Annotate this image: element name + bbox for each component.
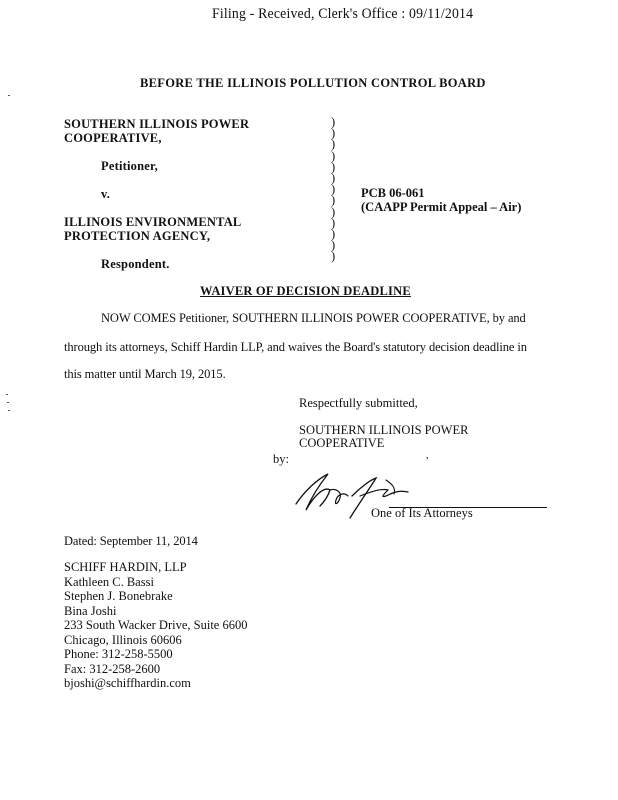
petitioner-role: Petitioner,	[101, 159, 158, 173]
dated-line: Dated: September 11, 2014	[64, 534, 198, 548]
case-type: (CAAPP Permit Appeal – Air)	[361, 200, 522, 214]
filing-stamp: Filing - Received, Clerk's Office : 09/11/2014	[212, 6, 474, 22]
paren: )	[331, 159, 336, 174]
counsel-block	[64, 560, 247, 691]
paren: )	[331, 171, 336, 186]
paren: )	[331, 148, 336, 163]
by-label: by:	[273, 452, 289, 466]
address-line-1: 233 South Wacker Drive, Suite 6600	[64, 618, 248, 632]
case-number-block	[361, 186, 521, 214]
fax: Fax: 312-258-2600	[64, 661, 161, 676]
paren: )	[331, 227, 336, 242]
paren: )	[331, 238, 336, 253]
firm-name: SCHIFF HARDIN, LLP	[64, 560, 187, 574]
respondent-name-line-2: PROTECTION AGENCY,	[64, 229, 211, 243]
paren: )	[331, 249, 336, 264]
paren: )	[331, 137, 336, 152]
attorney-name: Kathleen C. Bassi	[64, 574, 154, 589]
party-name-line-1: SOUTHERN ILLINOIS POWER	[299, 423, 469, 437]
board-title: BEFORE THE ILLINOIS POLLUTION CONTROL BOARD	[140, 76, 486, 90]
scan-speck	[7, 402, 9, 403]
paren: )	[331, 193, 336, 208]
closing: Respectfully submitted,	[299, 396, 418, 410]
respondent-role: Respondent.	[101, 257, 170, 271]
caption-divider	[331, 117, 341, 263]
scan-speck	[8, 95, 10, 96]
paren: )	[331, 204, 336, 219]
body-line-1: NOW COMES Petitioner, SOUTHERN ILLINOIS POWER COOPERATIVE, by and	[101, 311, 526, 325]
body-line-3: this matter until March 19, 2015.	[64, 367, 226, 381]
signer-caption: One of Its Attorneys	[371, 506, 473, 520]
attorney-name: Bina Joshi	[64, 603, 117, 618]
paren: )	[331, 126, 336, 141]
petitioner-name-line-1: SOUTHERN ILLINOIS POWER	[64, 117, 250, 131]
case-number: PCB 06-061	[361, 186, 425, 200]
versus-label: v.	[101, 187, 111, 201]
paren: )	[331, 115, 336, 129]
document-title: WAIVER OF DECISION DEADLINE	[200, 284, 411, 298]
petitioner-name-line-2: COOPERATIVE,	[64, 131, 162, 145]
email: bjoshi@schiffhardin.com	[64, 676, 191, 690]
party-name-line-2: COOPERATIVE	[299, 436, 385, 450]
respondent-name-line-1: ILLINOIS ENVIRONMENTAL	[64, 215, 242, 229]
attorney-name: Stephen J. Bonebrake	[64, 589, 173, 603]
scan-speck	[8, 410, 10, 411]
scan-mark: ,	[426, 450, 429, 461]
scan-speck	[6, 394, 8, 395]
address-line-2: Chicago, Illinois 60606	[64, 632, 182, 647]
paren: )	[331, 215, 336, 230]
paren: )	[331, 182, 336, 197]
body-line-2: through its attorneys, Schiff Hardin LLP, and waives the Board's statutory decision deadline in	[64, 340, 527, 354]
phone: Phone: 312-258-5500	[64, 647, 173, 661]
